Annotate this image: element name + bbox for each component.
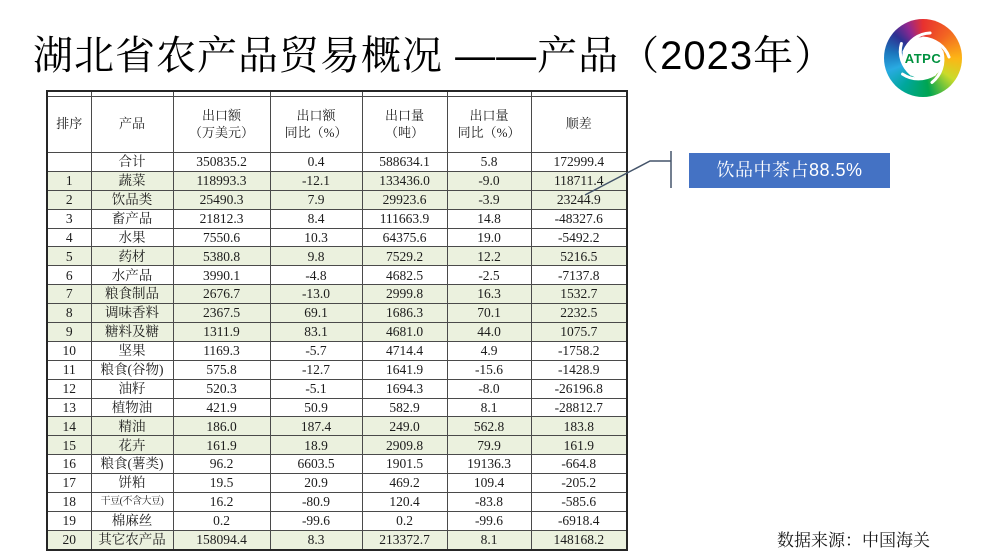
value-cell: 2676.7 xyxy=(173,285,270,304)
table-row xyxy=(47,455,627,474)
rank-cell: 7 xyxy=(47,285,91,304)
rank-cell: 3 xyxy=(47,209,91,228)
page-title: 湖北省农产品贸易概况 ——产品（2023年） xyxy=(33,34,836,78)
value-cell: 350835.2 xyxy=(173,153,270,172)
value-cell: 8.4 xyxy=(270,209,362,228)
rank-cell: 19 xyxy=(47,511,91,530)
product-cell: 饮品类 xyxy=(91,190,173,209)
table-row xyxy=(47,171,627,190)
table-row xyxy=(47,530,627,549)
value-cell: -99.6 xyxy=(447,511,531,530)
product-cell: 坚果 xyxy=(91,341,173,360)
table-row xyxy=(47,323,627,342)
value-cell: 1641.9 xyxy=(362,360,447,379)
value-cell: 20.9 xyxy=(270,474,362,493)
value-cell: 5380.8 xyxy=(173,247,270,266)
value-cell: 582.9 xyxy=(362,398,447,417)
product-cell: 蔬菜 xyxy=(91,171,173,190)
value-cell: -6918.4 xyxy=(531,511,627,530)
value-cell: 83.1 xyxy=(270,323,362,342)
rank-cell: 2 xyxy=(47,190,91,209)
value-cell: 7.9 xyxy=(270,190,362,209)
value-cell: 96.2 xyxy=(173,455,270,474)
value-cell: -15.6 xyxy=(447,360,531,379)
value-cell: 421.9 xyxy=(173,398,270,417)
value-cell: 1169.3 xyxy=(173,341,270,360)
rank-cell: 18 xyxy=(47,493,91,512)
value-cell: 161.9 xyxy=(173,436,270,455)
value-cell: 19136.3 xyxy=(447,455,531,474)
table-row xyxy=(47,285,627,304)
value-cell: 29923.6 xyxy=(362,190,447,209)
table-row xyxy=(47,153,627,172)
data-source-label: 数据来源：中国海关 xyxy=(777,531,930,550)
value-cell: 0.2 xyxy=(173,511,270,530)
value-cell: -26196.8 xyxy=(531,379,627,398)
value-cell: 79.9 xyxy=(447,436,531,455)
value-cell: 158094.4 xyxy=(173,530,270,549)
value-cell: 5.8 xyxy=(447,153,531,172)
rank-cell: 16 xyxy=(47,455,91,474)
value-cell: 21812.3 xyxy=(173,209,270,228)
atpc-logo xyxy=(884,19,962,97)
value-cell: 1075.7 xyxy=(531,323,627,342)
value-cell: 64375.6 xyxy=(362,228,447,247)
product-cell: 合计 xyxy=(91,153,173,172)
value-cell: 161.9 xyxy=(531,436,627,455)
value-cell: 4681.0 xyxy=(362,323,447,342)
value-cell: 18.9 xyxy=(270,436,362,455)
rank-cell: 11 xyxy=(47,360,91,379)
table-row xyxy=(47,247,627,266)
value-cell: -1758.2 xyxy=(531,341,627,360)
rank-cell: 5 xyxy=(47,247,91,266)
value-cell: 1694.3 xyxy=(362,379,447,398)
product-cell: 粮食(薯类) xyxy=(91,455,173,474)
table-row xyxy=(47,266,627,285)
value-cell: 14.8 xyxy=(447,209,531,228)
column-header: 排序 xyxy=(47,97,91,153)
rank-cell: 4 xyxy=(47,228,91,247)
table-body xyxy=(47,153,627,550)
column-header: 产品 xyxy=(91,97,173,153)
value-cell: -5.1 xyxy=(270,379,362,398)
value-cell: 8.1 xyxy=(447,530,531,549)
value-cell: 111663.9 xyxy=(362,209,447,228)
callout-connector-line xyxy=(580,148,678,200)
value-cell: -664.8 xyxy=(531,455,627,474)
value-cell: 172999.4 xyxy=(531,153,627,172)
value-cell: -5.7 xyxy=(270,341,362,360)
value-cell: -48327.6 xyxy=(531,209,627,228)
value-cell: -7137.8 xyxy=(531,266,627,285)
rank-cell: 1 xyxy=(47,171,91,190)
value-cell: -12.1 xyxy=(270,171,362,190)
rank-cell: 8 xyxy=(47,304,91,323)
value-cell: -99.6 xyxy=(270,511,362,530)
rank-cell xyxy=(47,153,91,172)
value-cell: 4682.5 xyxy=(362,266,447,285)
value-cell: 10.3 xyxy=(270,228,362,247)
table-row xyxy=(47,360,627,379)
table-row xyxy=(47,511,627,530)
value-cell: 213372.7 xyxy=(362,530,447,549)
product-cell: 植物油 xyxy=(91,398,173,417)
product-cell: 棉麻丝 xyxy=(91,511,173,530)
value-cell: 4.9 xyxy=(447,341,531,360)
value-cell: -205.2 xyxy=(531,474,627,493)
logo-text: ATPC xyxy=(904,50,942,66)
table-row xyxy=(47,436,627,455)
product-cell: 水果 xyxy=(91,228,173,247)
value-cell: -2.5 xyxy=(447,266,531,285)
product-cell: 粮食(谷物) xyxy=(91,360,173,379)
value-cell: 7550.6 xyxy=(173,228,270,247)
value-cell: 562.8 xyxy=(447,417,531,436)
header-row xyxy=(47,97,627,153)
value-cell: 187.4 xyxy=(270,417,362,436)
value-cell: 2232.5 xyxy=(531,304,627,323)
value-cell: 16.3 xyxy=(447,285,531,304)
value-cell: -28812.7 xyxy=(531,398,627,417)
product-cell: 药材 xyxy=(91,247,173,266)
table-row xyxy=(47,341,627,360)
value-cell: 520.3 xyxy=(173,379,270,398)
value-cell: 3990.1 xyxy=(173,266,270,285)
trade-table xyxy=(46,90,628,551)
rank-cell: 13 xyxy=(47,398,91,417)
value-cell: 70.1 xyxy=(447,304,531,323)
value-cell: 5216.5 xyxy=(531,247,627,266)
table-row xyxy=(47,304,627,323)
value-cell: 9.8 xyxy=(270,247,362,266)
value-cell: 0.2 xyxy=(362,511,447,530)
value-cell: 133436.0 xyxy=(362,171,447,190)
column-header: 出口量 （吨） xyxy=(362,97,447,153)
value-cell: -585.6 xyxy=(531,493,627,512)
value-cell: -1428.9 xyxy=(531,360,627,379)
value-cell: 249.0 xyxy=(362,417,447,436)
value-cell: 8.3 xyxy=(270,530,362,549)
value-cell: 23244.9 xyxy=(531,190,627,209)
value-cell: 186.0 xyxy=(173,417,270,436)
value-cell: 1686.3 xyxy=(362,304,447,323)
column-header: 出口额 （万美元） xyxy=(173,97,270,153)
value-cell: 12.2 xyxy=(447,247,531,266)
rank-cell: 17 xyxy=(47,474,91,493)
product-cell: 其它农产品 xyxy=(91,530,173,549)
value-cell: -80.9 xyxy=(270,493,362,512)
rank-cell: 20 xyxy=(47,530,91,549)
value-cell: 588634.1 xyxy=(362,153,447,172)
table-header xyxy=(47,91,627,153)
table-row xyxy=(47,209,627,228)
product-cell: 畜产品 xyxy=(91,209,173,228)
table-row xyxy=(47,474,627,493)
product-cell: 干豆(不含大豆) xyxy=(91,493,173,512)
value-cell: -5492.2 xyxy=(531,228,627,247)
value-cell: -12.7 xyxy=(270,360,362,379)
logo-center xyxy=(902,37,944,79)
column-header: 出口额 同比（%） xyxy=(270,97,362,153)
value-cell: 1311.9 xyxy=(173,323,270,342)
value-cell: 575.8 xyxy=(173,360,270,379)
value-cell: 118993.3 xyxy=(173,171,270,190)
value-cell: 469.2 xyxy=(362,474,447,493)
table-row xyxy=(47,398,627,417)
value-cell: 44.0 xyxy=(447,323,531,342)
product-cell: 油籽 xyxy=(91,379,173,398)
value-cell: 7529.2 xyxy=(362,247,447,266)
value-cell: -4.8 xyxy=(270,266,362,285)
column-header: 出口量 同比（%） xyxy=(447,97,531,153)
value-cell: 19.0 xyxy=(447,228,531,247)
value-cell: -8.0 xyxy=(447,379,531,398)
rank-cell: 6 xyxy=(47,266,91,285)
value-cell: 25490.3 xyxy=(173,190,270,209)
value-cell: 1901.5 xyxy=(362,455,447,474)
product-cell: 水产品 xyxy=(91,266,173,285)
product-cell: 糖料及糖 xyxy=(91,323,173,342)
rank-cell: 9 xyxy=(47,323,91,342)
value-cell: 120.4 xyxy=(362,493,447,512)
product-cell: 花卉 xyxy=(91,436,173,455)
value-cell: 183.8 xyxy=(531,417,627,436)
value-cell: 50.9 xyxy=(270,398,362,417)
product-cell: 调味香料 xyxy=(91,304,173,323)
table-row xyxy=(47,379,627,398)
value-cell: 6603.5 xyxy=(270,455,362,474)
value-cell: -3.9 xyxy=(447,190,531,209)
table-row xyxy=(47,190,627,209)
value-cell: 2999.8 xyxy=(362,285,447,304)
table-row xyxy=(47,228,627,247)
value-cell: 4714.4 xyxy=(362,341,447,360)
value-cell: 19.5 xyxy=(173,474,270,493)
value-cell: 2367.5 xyxy=(173,304,270,323)
value-cell: -9.0 xyxy=(447,171,531,190)
rank-cell: 10 xyxy=(47,341,91,360)
value-cell: -13.0 xyxy=(270,285,362,304)
value-cell: -83.8 xyxy=(447,493,531,512)
value-cell: 8.1 xyxy=(447,398,531,417)
value-cell: 69.1 xyxy=(270,304,362,323)
rank-cell: 12 xyxy=(47,379,91,398)
rank-cell: 15 xyxy=(47,436,91,455)
value-cell: 2909.8 xyxy=(362,436,447,455)
value-cell: 109.4 xyxy=(447,474,531,493)
callout-tea-share: 饮品中茶占88.5% xyxy=(689,153,890,188)
value-cell: 16.2 xyxy=(173,493,270,512)
value-cell: 118711.4 xyxy=(531,171,627,190)
rank-cell: 14 xyxy=(47,417,91,436)
table-row xyxy=(47,493,627,512)
value-cell: 148168.2 xyxy=(531,530,627,549)
value-cell: 0.4 xyxy=(270,153,362,172)
product-cell: 饼粕 xyxy=(91,474,173,493)
column-header: 顺差 xyxy=(531,97,627,153)
value-cell: 1532.7 xyxy=(531,285,627,304)
table-row xyxy=(47,417,627,436)
product-cell: 精油 xyxy=(91,417,173,436)
product-cell: 粮食制品 xyxy=(91,285,173,304)
